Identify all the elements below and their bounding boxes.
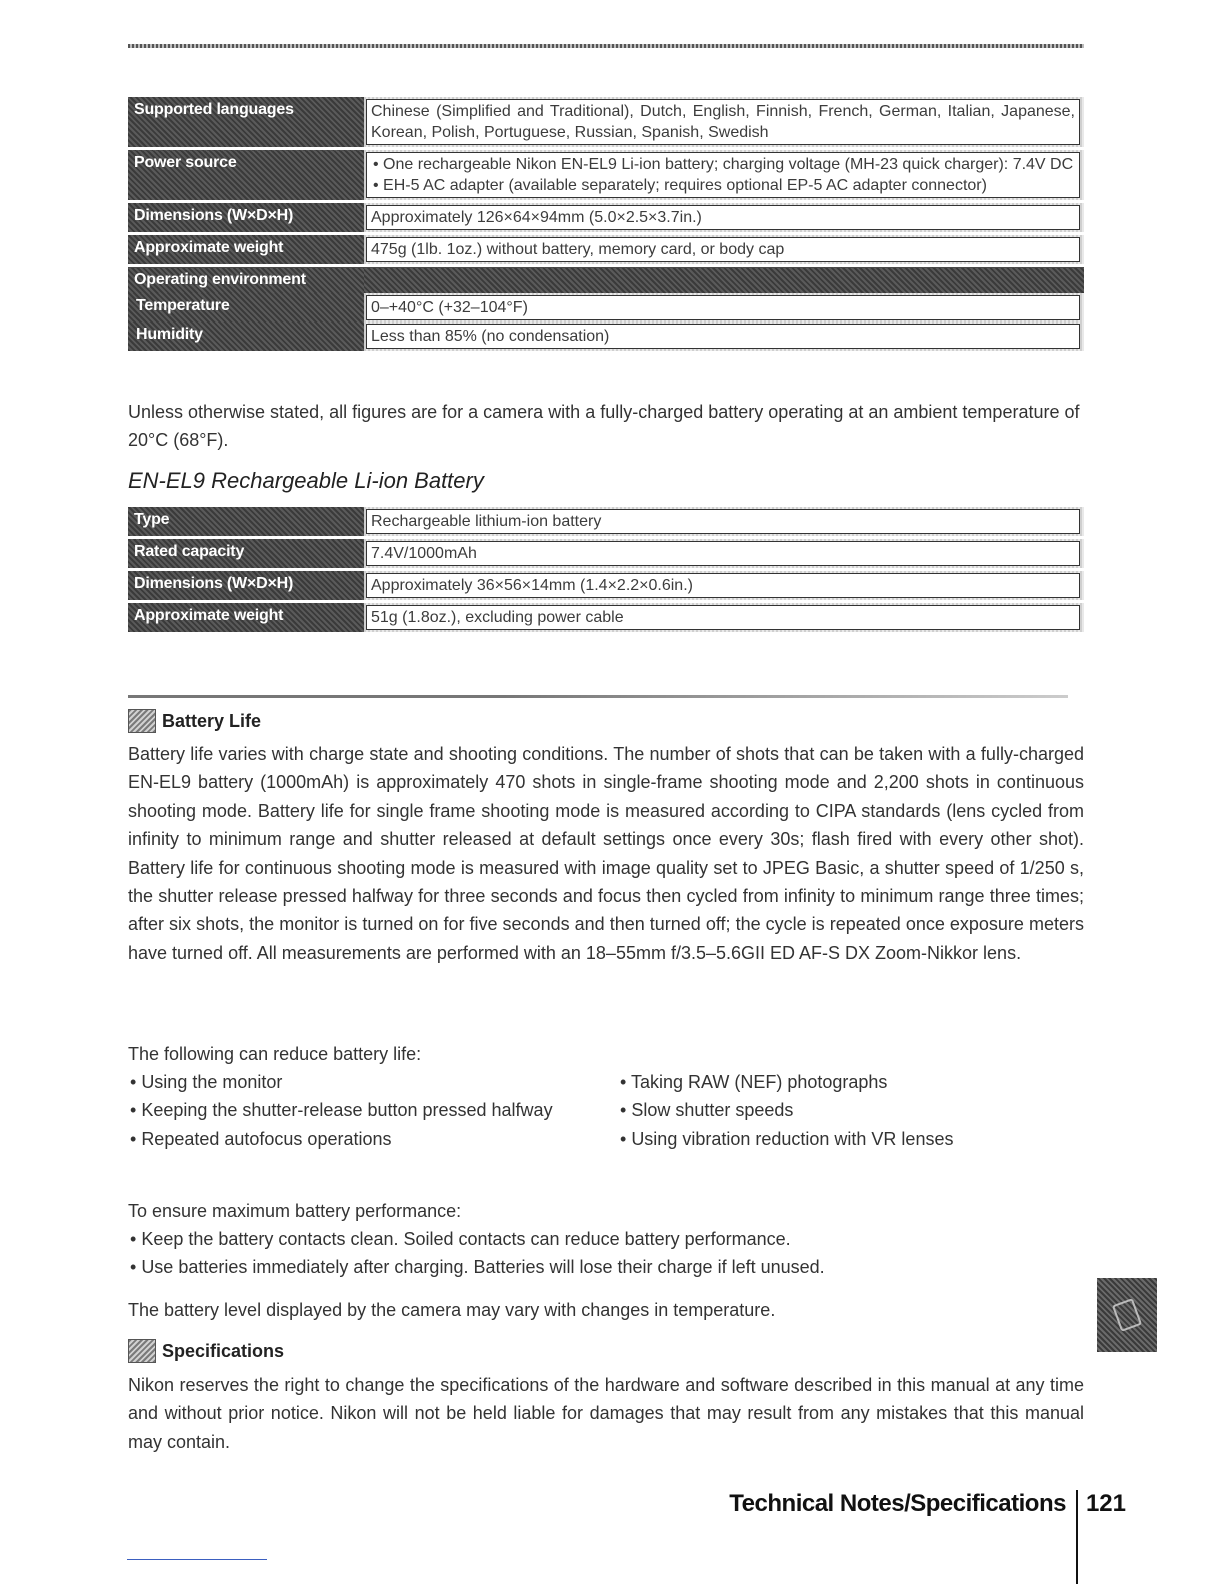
spec-bullet: • One rechargeable Nikon EN-EL9 Li-ion battery; charging voltage (MH-23 quick charger): 7.4V DC [373,156,1074,173]
spec-value: Rechargeable lithium-ion battery [366,509,1080,534]
ambient-note: Unless otherwise stated, all figures are for a camera with a fully-charged battery operating at an ambient temperature of 20°C (68°F). [128,402,1080,450]
memo-icon [128,1339,156,1363]
ensure-intro: To ensure maximum battery performance: [128,1201,462,1221]
table-row [128,538,1084,570]
table-row [128,507,1084,538]
battery-life-paragraph: Battery life varies with charge state and shooting conditions. The number of shots that can be taken with a fully-charged EN-EL9 battery (1000mAh) is approximately 470 shots in single-frame shooting mode and 2,200 shots in continuous shooting mode. Battery life for single frame shooting mode is measured according to CIPA standards (lens cycled from infinity to minimum range and shutter released at default settings once every 30s; flash fired with every other shot). Battery life for continuous shooting mode is measured with image quality set to JPEG Basic, a shutter speed of 1/250 s, the shutter release pressed halfway for three seconds and focus then cycled from infinity to minimum range three times; after six shots, the monitor is turned on for five seconds and then turned off; the cycle is repeated once exposure meters have turned off. All measurements are performed with an 18–55mm f/3.5–5.6GII ED AF-S DX Zoom-Nikkor lens. [128,744,1084,963]
page-number: 121 [1076,1490,1126,1584]
reduce-list [128,1068,1084,1153]
table-row [128,570,1084,602]
spec-label: Power source [128,149,364,202]
table-row [128,602,1084,634]
camera-spec-table [128,97,1084,354]
list-item: • Keeping the shutter-release button pressed halfway [130,1100,553,1121]
spec-value: 51g (1.8oz.), excluding power cable [366,605,1080,630]
table-row [128,234,1084,266]
table-row [128,97,1084,149]
spec-value: Less than 85% (no condensation) [366,324,1080,349]
spec-label: Rated capacity [128,538,364,570]
list-item: • Keep the battery contacts clean. Soiled contacts can reduce battery performance. [130,1229,791,1249]
list-item: • Repeated autofocus operations [130,1128,392,1149]
top-rule [128,44,1084,48]
table-row [128,202,1084,234]
ensure-list [128,1225,1084,1282]
chapter-tab [1097,1278,1157,1352]
reduce-intro: The following can reduce battery life: [128,1044,422,1064]
footer-section-title: Technical Notes/Specifications [729,1490,1066,1517]
list-item: • Using the monitor [130,1072,283,1092]
list-item: • Use batteries immediately after charging. Batteries will lose their charge if left unused. [130,1257,825,1278]
spec-group-label: Operating environment [128,266,364,294]
list-item: • Taking RAW (NEF) photographs [620,1072,888,1092]
spec-label: Temperature [128,293,364,322]
spec-value: Chinese (Simplified and Traditional), Dutch, English, Finnish, French, German, Italian, Japanese, Korean, Polish, Portuguese, Russian, Spanish, Swedish [366,99,1080,145]
table-row [128,322,1084,353]
temperature-note: The battery level displayed by the camera may vary with changes in temperature. [128,1300,776,1320]
table-row [128,149,1084,202]
spec-value: Approximately 36×56×14mm (1.4×2.2×0.6in.) [366,573,1080,598]
spec-label: Dimensions (W×D×H) [128,570,364,602]
spec-value: 7.4V/1000mAh [366,541,1080,566]
battery-heading: EN-EL9 Rechargeable Li-ion Battery [128,468,484,493]
bottom-rule [127,1559,267,1560]
list-item: • Slow shutter speeds [620,1100,794,1121]
chapter-icon [1112,1298,1142,1332]
page-footer [729,1490,1126,1584]
spec-bullet: • EH-5 AC adapter (available separately; requires optional EP-5 AC adapter connector) [373,177,987,194]
section-divider [128,695,1068,698]
battery-life-title: Battery Life [162,710,262,731]
memo-icon [128,709,156,733]
spec-value: Approximately 126×64×94mm (5.0×2.5×3.7in.) [366,205,1080,230]
spec-label: Humidity [128,322,364,353]
table-row [128,293,1084,322]
spec-label: Approximate weight [128,602,364,634]
battery-life-heading [128,709,261,733]
table-row [128,266,1084,294]
spec-value: 475g (1lb. 1oz.) without battery, memory card, or body cap [366,237,1080,262]
spec-label: Dimensions (W×D×H) [128,202,364,234]
specifications-heading [128,1339,284,1363]
spec-value: 0–+40°C (+32–104°F) [366,295,1080,320]
spec-label: Supported languages [128,97,364,149]
spec-label: Approximate weight [128,234,364,266]
battery-spec-table [128,507,1084,635]
spec-label: Type [128,507,364,538]
specifications-paragraph: Nikon reserves the right to change the specifications of the hardware and software described in this manual at any time and without prior notice. Nikon will not be held liable for damages that may result from any mistakes that this manual may contain. [128,1375,1084,1452]
specifications-title: Specifications [162,1340,285,1361]
list-item: • Using vibration reduction with VR lenses [620,1128,954,1149]
